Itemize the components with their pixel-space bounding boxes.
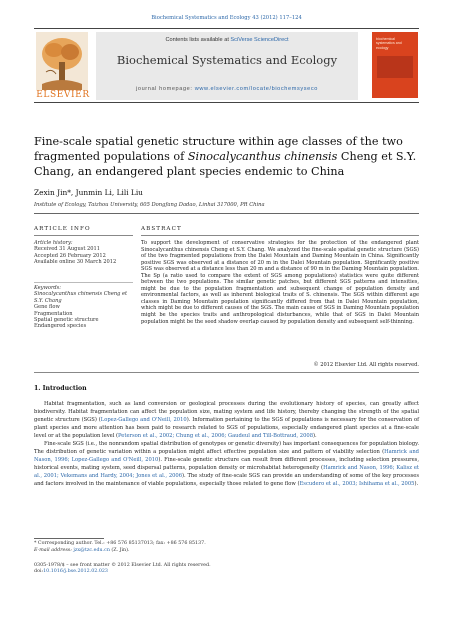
journal-title: Biochemical Systematics and Ecology	[116, 53, 338, 67]
keyword: Fragmentation	[34, 310, 73, 317]
journal-cover-thumbnail	[372, 32, 418, 98]
citation-link[interactable]: Hamrick and Nason, 1996; Kalisz et al., 2001; Vekemans and Hardy, 2004; Jones et al., 2006	[34, 465, 419, 480]
journal-masthead	[34, 28, 419, 103]
abstract-rule	[141, 235, 419, 236]
cover-image	[377, 56, 413, 78]
received-date: Received 31 August 2011	[34, 246, 100, 253]
title-part-1: Fine-scale spatial genetic structure within age classes of the two fragmented populations of	[34, 135, 403, 163]
issn-line: 0305-1978/$ – see front matter © 2012 Elsevier Ltd. All rights reserved.	[34, 563, 211, 568]
section-heading-introduction: 1. Introduction	[34, 385, 87, 392]
masthead-center-panel	[96, 32, 358, 100]
journal-homepage-link[interactable]: www.elsevier.com/locate/biochemsyseco	[194, 86, 318, 92]
title-part-2: Cheng et S.Y. Chang, an endangered plant species endemic to China	[34, 150, 417, 178]
keyword: Sinocalycanthus chinensis Cheng et S.Y. Chang	[34, 291, 128, 304]
article-info-heading: ARTICLE INFO	[34, 226, 91, 232]
contents-available-line	[96, 37, 358, 43]
header-divider	[34, 213, 419, 214]
title-species: Sinocalycanthus chinensis	[187, 150, 338, 163]
author-affiliation: Institute of Ecology, Taizhou University, 605 Dongfang Dadao, Linhai 317000, PR China	[34, 202, 265, 208]
masthead-top-rule	[34, 28, 419, 29]
copyright-notice: © 2012 Elsevier Ltd. All rights reserved.	[313, 362, 419, 368]
keywords-label: Keywords:	[34, 285, 62, 291]
email-label: E-mail address:	[34, 547, 72, 553]
elsevier-wordmark: ELSEVIER	[36, 90, 90, 100]
keyword: Endangered species	[34, 323, 87, 330]
elsevier-tree-logo	[36, 32, 88, 98]
text-run: ).	[414, 481, 419, 488]
keyword: Spatial genetic structure	[34, 317, 99, 324]
journal-citation-link[interactable]: Biochemical Systematics and Ecology 43 (2012) 117–124	[151, 15, 302, 21]
corresponding-author-line: * Corresponding author. Tel.: +86 576 85137013; fax: +86 576 85137.	[34, 541, 206, 546]
keywords-block	[34, 285, 133, 330]
sciencedirect-link[interactable]: SciVerse ScienceDirect	[230, 37, 289, 43]
keywords-rule	[34, 282, 133, 283]
doi-prefix: doi:	[34, 569, 44, 575]
author-list: Zexin Jin*, Junmin Li, Lili Liu	[34, 188, 143, 197]
citation-link[interactable]: Lopez-Gallego and O'Neill, 2010	[100, 417, 187, 424]
introduction-body	[34, 400, 419, 489]
cover-title: biochemical systematics and ecology	[376, 37, 402, 50]
doi-line	[34, 569, 419, 575]
email-suffix: (Z. Jin).	[109, 547, 130, 553]
intro-paragraph-1	[34, 400, 419, 440]
article-info-rule	[34, 235, 133, 236]
text-run: ).	[313, 433, 317, 440]
text-run: ). Fine-scale genetic structure can result from different processes, including selection pressures, historical events, mating system, seed dispersal patterns, population density or microhabitat heterogeneity (	[34, 457, 419, 472]
contents-prefix: Contents lists available at	[165, 37, 231, 43]
masthead-bottom-rule	[34, 102, 419, 103]
abstract-text	[141, 240, 419, 325]
online-date: Available online 30 March 2012	[34, 259, 117, 266]
text-run: ). Information pertaining to the SGS of populations is necessary for the conservation of plant species and more attention has been paid to research related to SGS of populations, especially endangered plant species at a fine-scale level or at the population level (	[34, 417, 419, 440]
issn-block	[34, 563, 419, 576]
keyword: Gene flow	[34, 304, 60, 311]
intro-paragraph-2	[34, 440, 419, 488]
email-link[interactable]: jzx@tzc.edu.cn	[73, 547, 110, 553]
article-history	[34, 240, 133, 266]
abstract-heading: ABSTRACT	[141, 226, 182, 232]
email-line	[34, 548, 419, 555]
doi-link[interactable]: 10.1016/j.bse.2012.02.023	[43, 569, 108, 575]
text-run: Fine-scale SGS (i.e., the nonrandom spatial distribution of genotypes or genetic diversity) has important consequences for population biology. The distribution of genetic variation within a population might affect effective population size and pattern of viability selection (	[34, 441, 419, 456]
citation-link[interactable]: Escudero et al., 2003; Ishihama et al., 2005	[299, 481, 415, 488]
text-run: ). The study of fine-scale SGS can provide an understanding of some of the key processes and factors involved in the maintenance of viable populations, especially those related to gene flow (	[34, 473, 419, 488]
abstract-paragraph: To support the development of conservative strategies for the protection of the endangered plant Sinocalycanthus chinensis Cheng et S.Y. Chang. We analyzed the fine-scale spatial genetic structure (SGS) of the two fragmented populations from the Dalei Mountain and Daming Mountain in China. Significantly positive SGS was observed at a distance of 20 m in the Dalei Mountain population. Significantly positive SGS was observed at a distance less than 20 m and a distance of 90 m in the Daming Mountain population. The Sp (a ratio used to compare the extent of SGS among populations) statistics were quite different between the two populations. The similar genetic patches, but different SGS patterns and intensities, might be due to the population fragmentation and subsequent change of population density and environmental factors, as well as inherent biological traits of S. chinensis. The SGS within different age classes in Daming Mountain population significantly differed from that in Dalei Mountain population, which might be due to different causes of the SGS. The main cause of SGS in Daming Mountain population might be the species traits and anthropological disturbances, while that of SGS in Dalei Mountain population might be the seed shadow overlap caused by population density and subsequent self-thinning.	[141, 240, 419, 325]
history-label: Article history:	[34, 240, 73, 246]
accepted-date: Accepted 26 February 2012	[34, 252, 106, 259]
homepage-prefix: journal homepage:	[136, 86, 195, 92]
abstract-bottom-rule	[34, 372, 419, 373]
corresponding-author-footnote	[34, 541, 419, 554]
journal-homepage-line	[96, 86, 358, 92]
citation-link[interactable]: Hamrick and Nason, 1996; Lopez-Gallego and O'Neill, 2010	[34, 449, 419, 464]
footnote-rule	[34, 538, 104, 539]
article-title	[34, 134, 419, 179]
text-run: Habitat fragmentation, such as land conversion or geological processes during the evolutionary history of species, can greatly affect biodiversity. Habitat fragmentation can affect the population size, mating system and life history, thereby changing the strength of the spatial genetic structure (SGS) (	[34, 401, 419, 424]
citation-link[interactable]: Peterson et al., 2002; Chung et al., 2006; Gaudeul and Till-Bottraud, 2008	[118, 433, 313, 440]
